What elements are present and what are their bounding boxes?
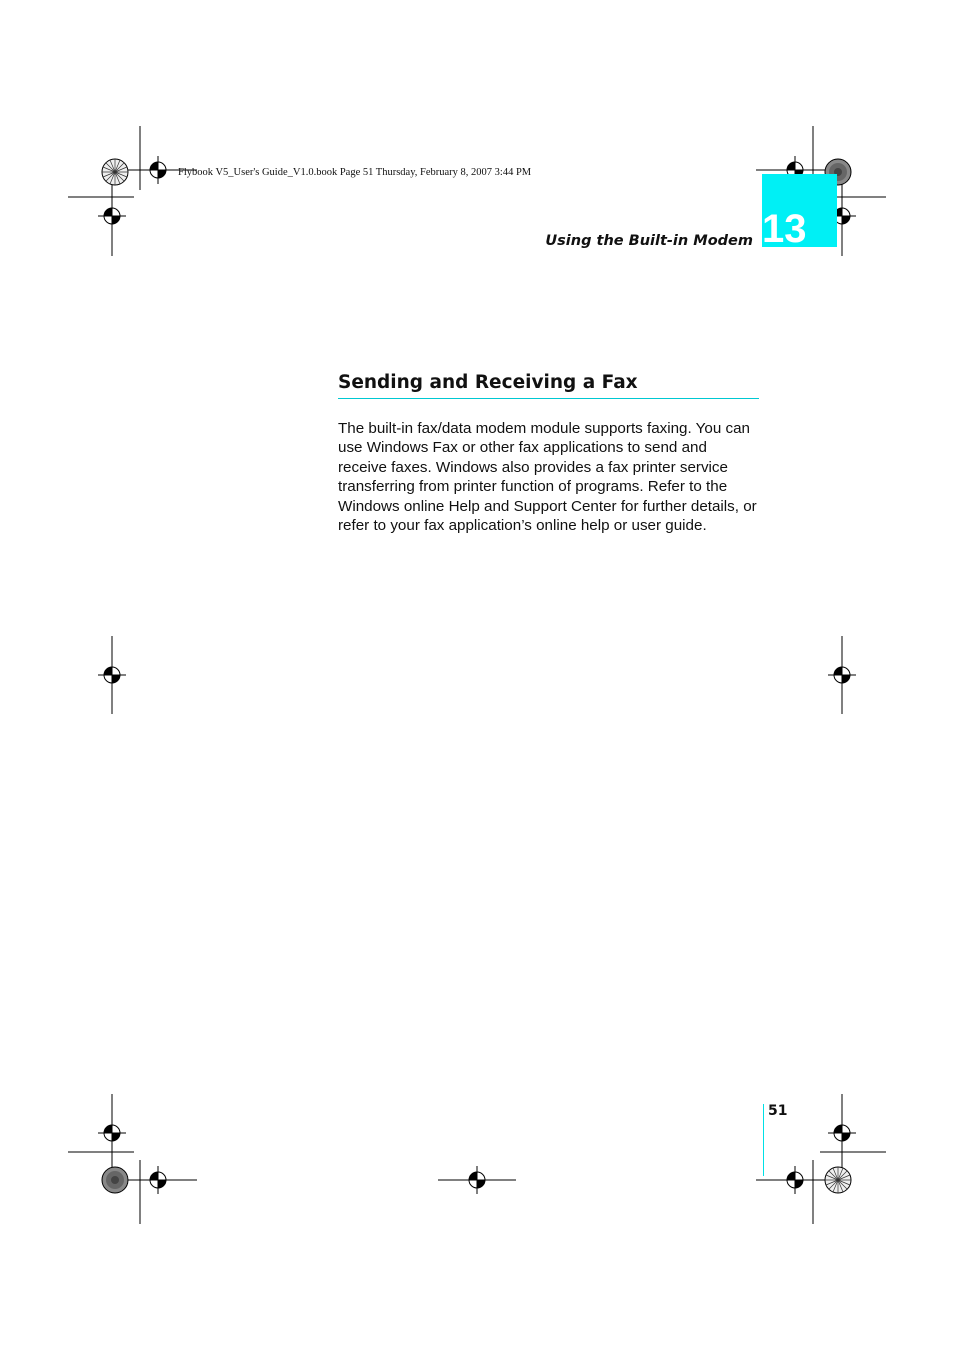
running-header-title: Using the Built-in Modem (545, 233, 753, 249)
page-number-rule (763, 1104, 764, 1176)
section-title: Sending and Receiving a Fax (338, 372, 759, 399)
section-body: The built-in fax/data modem module supports faxing. You can use Windows Fax or other fax applications to send and receive faxes. Windows also provides a fax printer service transferring from printer function of programs. Refer to the Windows online Help and Support Center for further details, or refer to your fax application’s online help or user guide. (338, 420, 757, 535)
page-number: 51 (768, 1103, 788, 1119)
chapter-number: 13 (762, 207, 807, 251)
print-slug: Flybook V5_User's Guide_V1.0.book Page 51 Thursday, February 8, 2007 3:44 PM (178, 167, 532, 178)
